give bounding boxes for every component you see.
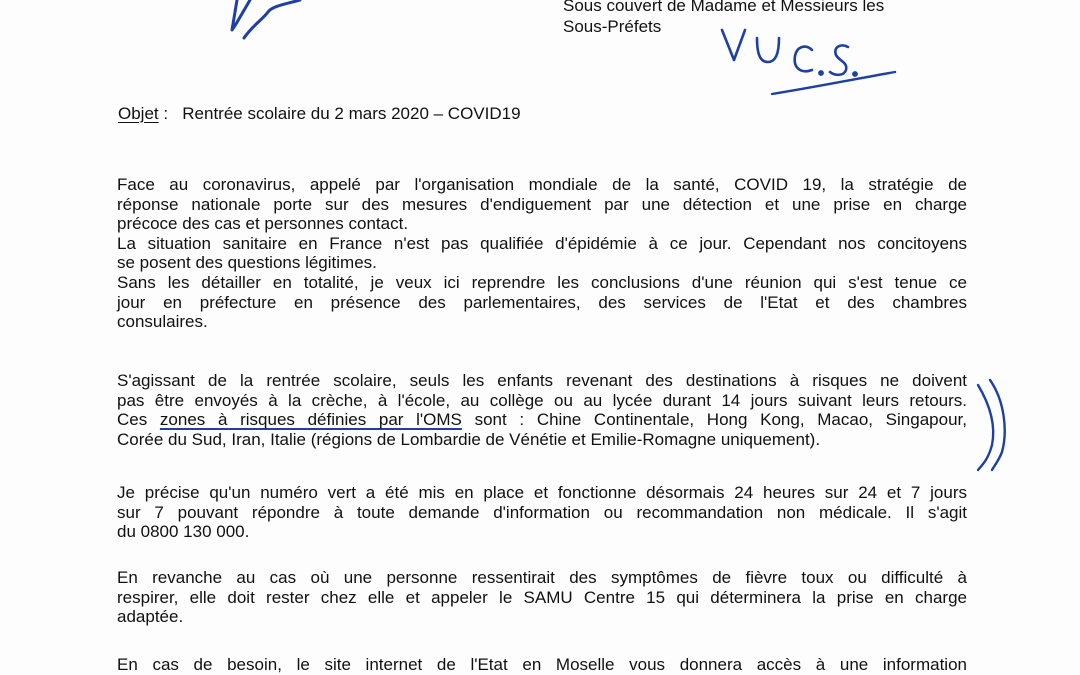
text-line: En revanche au cas où une personne ressentirait des symptômes de fièvre toux ou difficulté à [117, 568, 967, 587]
signature-scribble [232, 0, 300, 38]
text-fragment: sont : Chine Continentale, Hong Kong, Macao, Singapour, [461, 410, 967, 430]
text-line: précoce des cas et personnes contact. [117, 214, 409, 234]
handwritten-underlined-phrase: zones à risques définies par l'OMS [159, 410, 462, 430]
margin-bracket-mark [978, 380, 1005, 470]
paragraph-1 [117, 175, 967, 332]
text-line: Corée du Sud, Iran, Italie (régions de Lombardie de Vénétie et Emilie-Romagne uniquement). [117, 429, 821, 449]
text-line: consulaires. [117, 312, 208, 332]
text-line: La situation sanitaire en France n'est pas qualifiée d'épidémie à ce jour. Cependant nos concitoyens [117, 233, 967, 253]
text-line: S'agissant de la rentrée scolaire, seuls les enfants revenant des destinations à risques ne doivent [117, 371, 967, 390]
paragraph-5 [117, 655, 967, 675]
paragraph-4 [117, 568, 967, 627]
text-line: réponse nationale porte sur des mesures d'endiguement par une détection et une prise en charge [117, 194, 967, 214]
text-line: En cas de besoin, le site internet de l'Etat en Moselle vous donnera accès à une information [117, 655, 967, 674]
text-line: du 0800 130 000. [117, 522, 250, 542]
text-line: adaptée. [117, 607, 184, 627]
subject-label: Objet [118, 104, 159, 123]
header-line-1: Sous couvert de Madame et Messieurs les [563, 0, 885, 15]
text-line [117, 410, 967, 430]
header-line-2: Sous-Préfets [563, 17, 662, 36]
subject-text: Rentrée scolaire du 2 mars 2020 – COVID19 [182, 104, 521, 123]
text-line: Sans les détailler en totalité, je veux ici reprendre les conclusions d'une réunion qui s'est tenue ce [117, 272, 967, 292]
vu-cs-handwriting [722, 30, 895, 94]
subject-separator: : [158, 104, 183, 123]
subject-line [118, 104, 521, 124]
text-line: respirer, elle doit rester chez elle et appeler le SAMU Centre 15 qui déterminera la prise en charge [117, 587, 967, 607]
text-line: Face au coronavirus, appelé par l'organisation mondiale de la santé, COVID 19, la stratégie de [117, 175, 967, 194]
text-line: jour en préfecture en présence des parlementaires, des services de l'Etat et des chambres [117, 292, 967, 312]
text-line: pas être envoyés à la crèche, à l'école, au collège ou au lycée durant 14 jours suivant leurs retours. [117, 390, 967, 410]
paragraph-3 [117, 483, 967, 542]
text-line: Je précise qu'un numéro vert a été mis en place et fonctionne désormais 24 heures sur 24 et 7 jours [117, 483, 967, 502]
text-line: se posent des questions légitimes. [117, 253, 377, 273]
text-line: sur 7 pouvant répondre à toute demande d'information ou recommandation non médicale. Il s'agit [117, 502, 967, 522]
text-fragment: Ces [117, 410, 160, 430]
paragraph-2 [117, 371, 967, 449]
